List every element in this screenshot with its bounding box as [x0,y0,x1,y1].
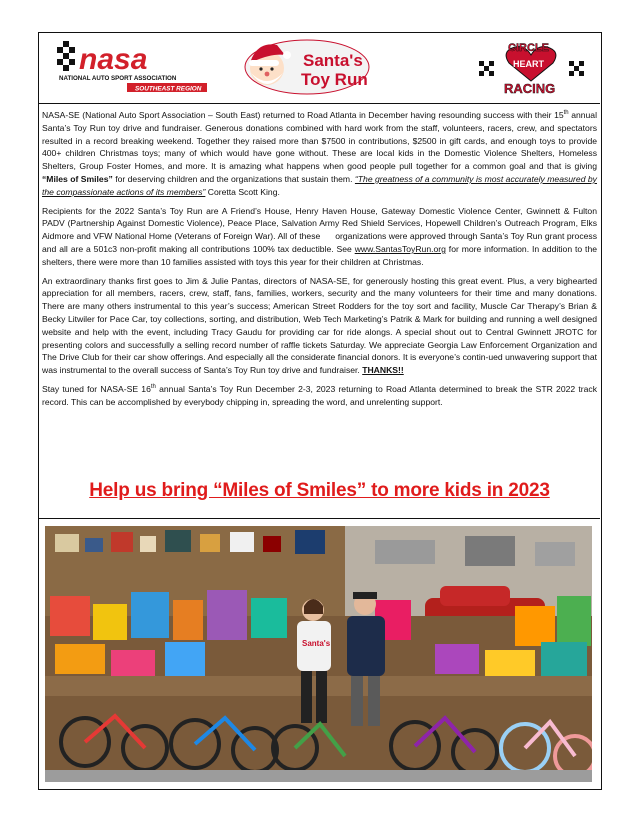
para1-text-d: Coretta Scott King. [205,186,280,197]
article-body [42,109,597,415]
santa-logo-line2: Toy Run [301,70,368,89]
para1-text-c: for deserving children and the organizations that sustain them. [112,173,355,184]
nasa-logo-word: nasa [79,43,148,76]
santastoyrun-link[interactable]: www.SantasToyRun.org [354,243,446,254]
para1-text-a: NASA-SE (National Auto Sport Association – South East) returned to Road Atlanta in December having resounding success with their 15 [42,110,564,120]
checkered-flag-icon [57,41,75,71]
paragraph-intro [42,109,597,199]
santa-logo-line1: Santa's [303,51,363,70]
para4-sup: th [150,384,156,391]
flyer-page [38,32,602,790]
paragraph-recipients [42,205,597,269]
circle-logo-line2: HEART [513,59,544,69]
thanks-bold: THANKS!! [362,365,404,376]
coretta-scott-king-quote: “The greatness of a community is most accurately measured by the compassionate actions of its members” [42,173,597,197]
toy-drive-photo [45,526,592,782]
paragraph-next-year [42,383,597,409]
para2-text-b: for more information. In addition to the shelters, there were more than 10 families assisted with toys this year for their children at Christmas. [42,243,597,267]
para3-text-a: An extraordinary thanks first goes to Jim & Julie Pantas, directors of NASA-SE, for generously hosting this great event. Plus, a very bighearted appreciation for all members, racers, crew, staff, fans, families, workers, security and the many volunteers for their time and many donations. There are many others instrumental to this year’s success; American Street Rodders for the toy sort and facility, Muscle Car Therapy’s Brian & Becky Litwiler for Pace Car, toy collections, sorting, and distribution, Web Tech Marketing’s Patrik & Mark for building and running a well designed website and help with the event, including Tracy Gaudu for providing car for ride alongs. A special shout out to Central Gwinnett JROTC for presenting colors and successfully a selling record number of raffle tickets Saturday. We appreciate Georgia Law Enforcement Organization and The Drive Club for their car show offerings. And especially all the considerate financial donors. It is everyone’s contin-ued unwavering support that was instrumental to the overall success of Santa’s Toy Run toy drive and fundraiser. [42,275,597,376]
nasa-logo [57,41,207,93]
call-to-action-heading: Help us bring “Miles of Smiles” to more kids in 2023 [89,480,550,501]
header-logos [39,33,600,103]
circle-heart-racing-logo [479,42,584,96]
miles-of-smiles-bold: “Miles of Smiles” [42,173,113,184]
nasa-logo-line1: NATIONAL AUTO SPORT ASSOCIATION [59,75,177,82]
checkered-flag-right-icon [569,61,584,76]
shirt-text: Santa's [302,639,331,648]
para4-text-b: annual Santa’s Toy Run December 2-3, 2023 returning to Road Atlanta determined to break the STR 2022 track record. This can be accomplished by everybody chipping in, spreading the word, and unrelenting support. [42,383,597,407]
paragraph-thanks [42,275,597,377]
santas-toy-run-logo [245,40,369,94]
para1-sup: th [563,110,569,117]
header-divider [39,103,600,104]
circle-logo-line1: CIRCLE [508,42,549,54]
nasa-logo-line2: SOUTHEAST REGION [135,85,202,93]
para4-text-a: Stay tuned for NASA-SE 16 [42,383,151,394]
photo-divider [39,518,600,519]
checkered-flag-left-icon [479,61,494,76]
para2-text-a: Recipients for the 2022 Santa’s Toy Run are A Friend’s House, Henry Haven House, Gateway Domestic Violence Center, Gwinnett & Fulton PADV (Partnership Against Domestic Violence), Peace Place, Salvation Army Red Shield Services, Hopewell Children’s Outreach Program, Elks Aidmore and VFW National Home (Veterans of Foreign War). All of these organizations were approved through Santa’s Toy Run grant process and all are a 501c3 non-profit making all contributions 100% tax deductible. See [42,205,597,254]
para1-text-b: annual Santa’s Toy Run toy drive and fundraiser. Generous donations combined with hard work from the staff, volunteers, racers, crew, and spectators resulted in a record breaking weekend. Together they raised more than $7500 in contributions, $2500 in gift cards, and enough toys to provide 400+ children Christmas toys; many of which would have gone without. These are local kids in the Domestic Violence Shelters, Homeless Shelters, Group Foster Homes, and more. It is amazing what happens when good people pull together for a common goal and that is giving [42,110,598,172]
circle-logo-line3: RACING [504,81,556,96]
